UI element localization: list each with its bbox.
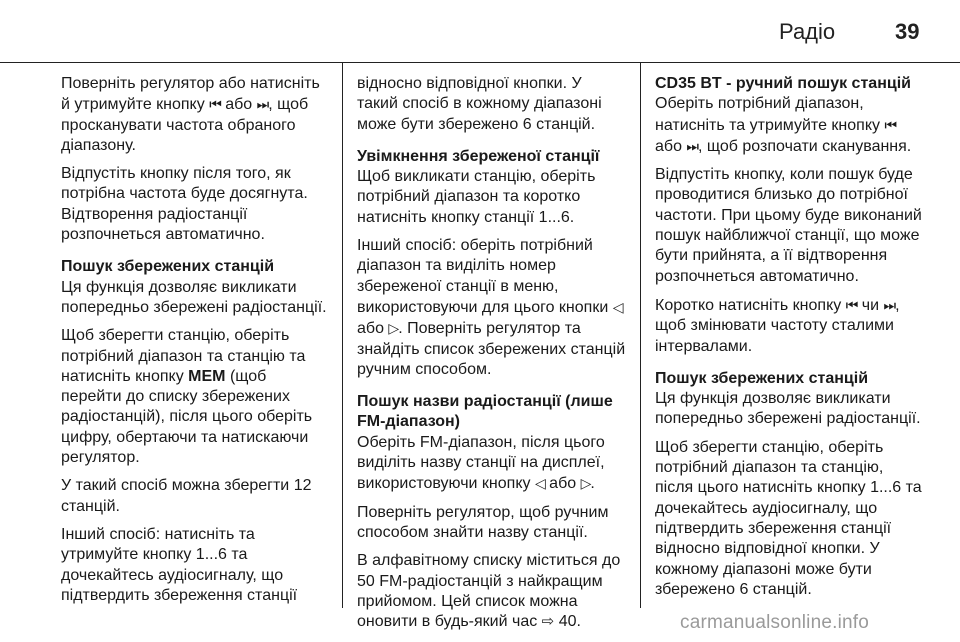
section-heading: Пошук збережених станцій [61, 258, 275, 276]
paragraph: Поверніть регулятор, щоб ручним способом знайти назву станції. [357, 503, 609, 541]
right-triangle-icon: ▷ [580, 475, 591, 492]
paragraph [61, 326, 329, 468]
text: . [576, 613, 581, 631]
text: В алфавітному списку міститься до 50 FM-радіостанцій з найкращим прийомом. Цей список можна оновити в будь-який час [357, 552, 621, 631]
page-number: 39 [895, 19, 920, 44]
column-divider [342, 62, 343, 608]
text: Щоб зберегти станцію, оберіть потрібний діапазон та станцію та натисніть кнопку [61, 327, 306, 385]
section-heading: Увімкнення збереженої станції [357, 147, 600, 165]
paragraph: відносно відповідної кнопки. У такий спосіб в кожному діапазоні може бути збережено 6 станцій. [357, 75, 602, 133]
paragraph: Ця функція дозволяє викликати попередньо збережені радіостанції. [61, 278, 327, 316]
text: Інший спосіб: оберіть потрібний діапазон та виділіть номер збереженої станції в меню, використовуючи для цього кнопки [357, 237, 613, 316]
text: Оберіть FM-діапазон, після цього виділіть назву станції на дисплеї, використовуючи кнопку [357, 433, 605, 493]
text: чи [857, 296, 884, 314]
text: . Поверніть регулятор та знайдіть список збережених станцій ручним способом. [357, 320, 626, 378]
text: , щоб змінювати частоту сталими інтервалами. [655, 296, 900, 355]
text: Коротко натисніть кнопку [655, 296, 846, 314]
next-track-icon: ⏭ [256, 96, 269, 113]
section-title: Радіо [779, 19, 836, 44]
text: Оберіть потрібний діапазон, натисніть та утримуйте кнопку [655, 95, 885, 134]
text: Поверніть регулятор або натисніть й утримуйте кнопку [61, 75, 320, 114]
prev-track-icon: ⏮ [209, 96, 221, 113]
text: . [590, 475, 595, 493]
page-ref-icon: ⇨ [541, 613, 555, 631]
column-divider [640, 62, 641, 608]
page-header [0, 0, 960, 62]
text: (щоб перейти до списку збережених радіостанцій), після цього оберіть цифру, обертаючи та натискаючи регулятор. [61, 367, 313, 467]
text: або [220, 96, 257, 114]
left-triangle-icon: ◁ [612, 298, 623, 315]
mem-button-label: MEM [188, 367, 226, 385]
watermark-text: carmanualsonline.info [680, 612, 870, 633]
prev-track-icon: ⏮ [845, 296, 858, 313]
page-reference[interactable]: 40 [558, 613, 577, 631]
text: , щоб просканувати частота обраного діапазону. [61, 96, 309, 154]
section-heading: Пошук збережених станцій [655, 369, 869, 387]
paragraph [357, 551, 627, 632]
text: або [655, 137, 687, 155]
text: або [544, 475, 581, 493]
paragraph [61, 74, 329, 156]
column-1 [61, 74, 329, 614]
header-rule [0, 62, 960, 63]
next-track-icon: ⏭ [686, 137, 699, 154]
paragraph: Щоб зберегти станцію, оберіть потрібний діапазон та станцію, після цього натисніть кнопку 1...6 та дочекайтесь аудіосигналу, що підтвердить збереження станції відносно відповідної кнопки. У кожному діапазоні може бути збережено 6 станцій. [655, 438, 922, 598]
paragraph [655, 94, 925, 157]
paragraph: Щоб викликати станцію, оберіть потрібний діапазон та коротко натисніть кнопку станції 1...6. [357, 168, 596, 226]
column-3 [655, 74, 925, 608]
text: , щоб розпочати сканування. [698, 137, 912, 155]
text: або [357, 320, 389, 338]
paragraph: Інший спосіб: натисніть та утримуйте кнопку 1...6 та дочекайтесь аудіосигналу, що підтвердить збереження станції [61, 525, 298, 604]
column-2 [357, 74, 627, 640]
paragraph [357, 236, 627, 380]
paragraph [655, 295, 925, 357]
right-triangle-icon: ▷ [388, 320, 399, 337]
section-heading: Пошук назви радіостанції (лише FM-діапазон) [357, 393, 613, 431]
left-triangle-icon: ◁ [534, 475, 545, 492]
prev-track-icon: ⏮ [884, 116, 897, 133]
paragraph: У такий спосіб можна зберегти 12 станцій. [61, 477, 312, 515]
paragraph [357, 433, 627, 495]
section-heading: CD35 BT - ручний пошук станцій [655, 75, 911, 92]
paragraph: Ця функція дозволяє викликати попередньо збережені радіостанції. [655, 390, 921, 428]
paragraph: Відпустіть кнопку, коли пошук буде проводитися близько до потрібної частоти. При цьому буде виконаний пошук найближчої станції, що може бути прийнята, а її відтворення розпочнеться автоматично. [655, 166, 922, 285]
paragraph: Відпустіть кнопку після того, як потрібна частота буде досягнута. Відтворення радіостанції розпочнеться автоматично. [61, 165, 308, 244]
next-track-icon: ⏭ [883, 296, 896, 313]
